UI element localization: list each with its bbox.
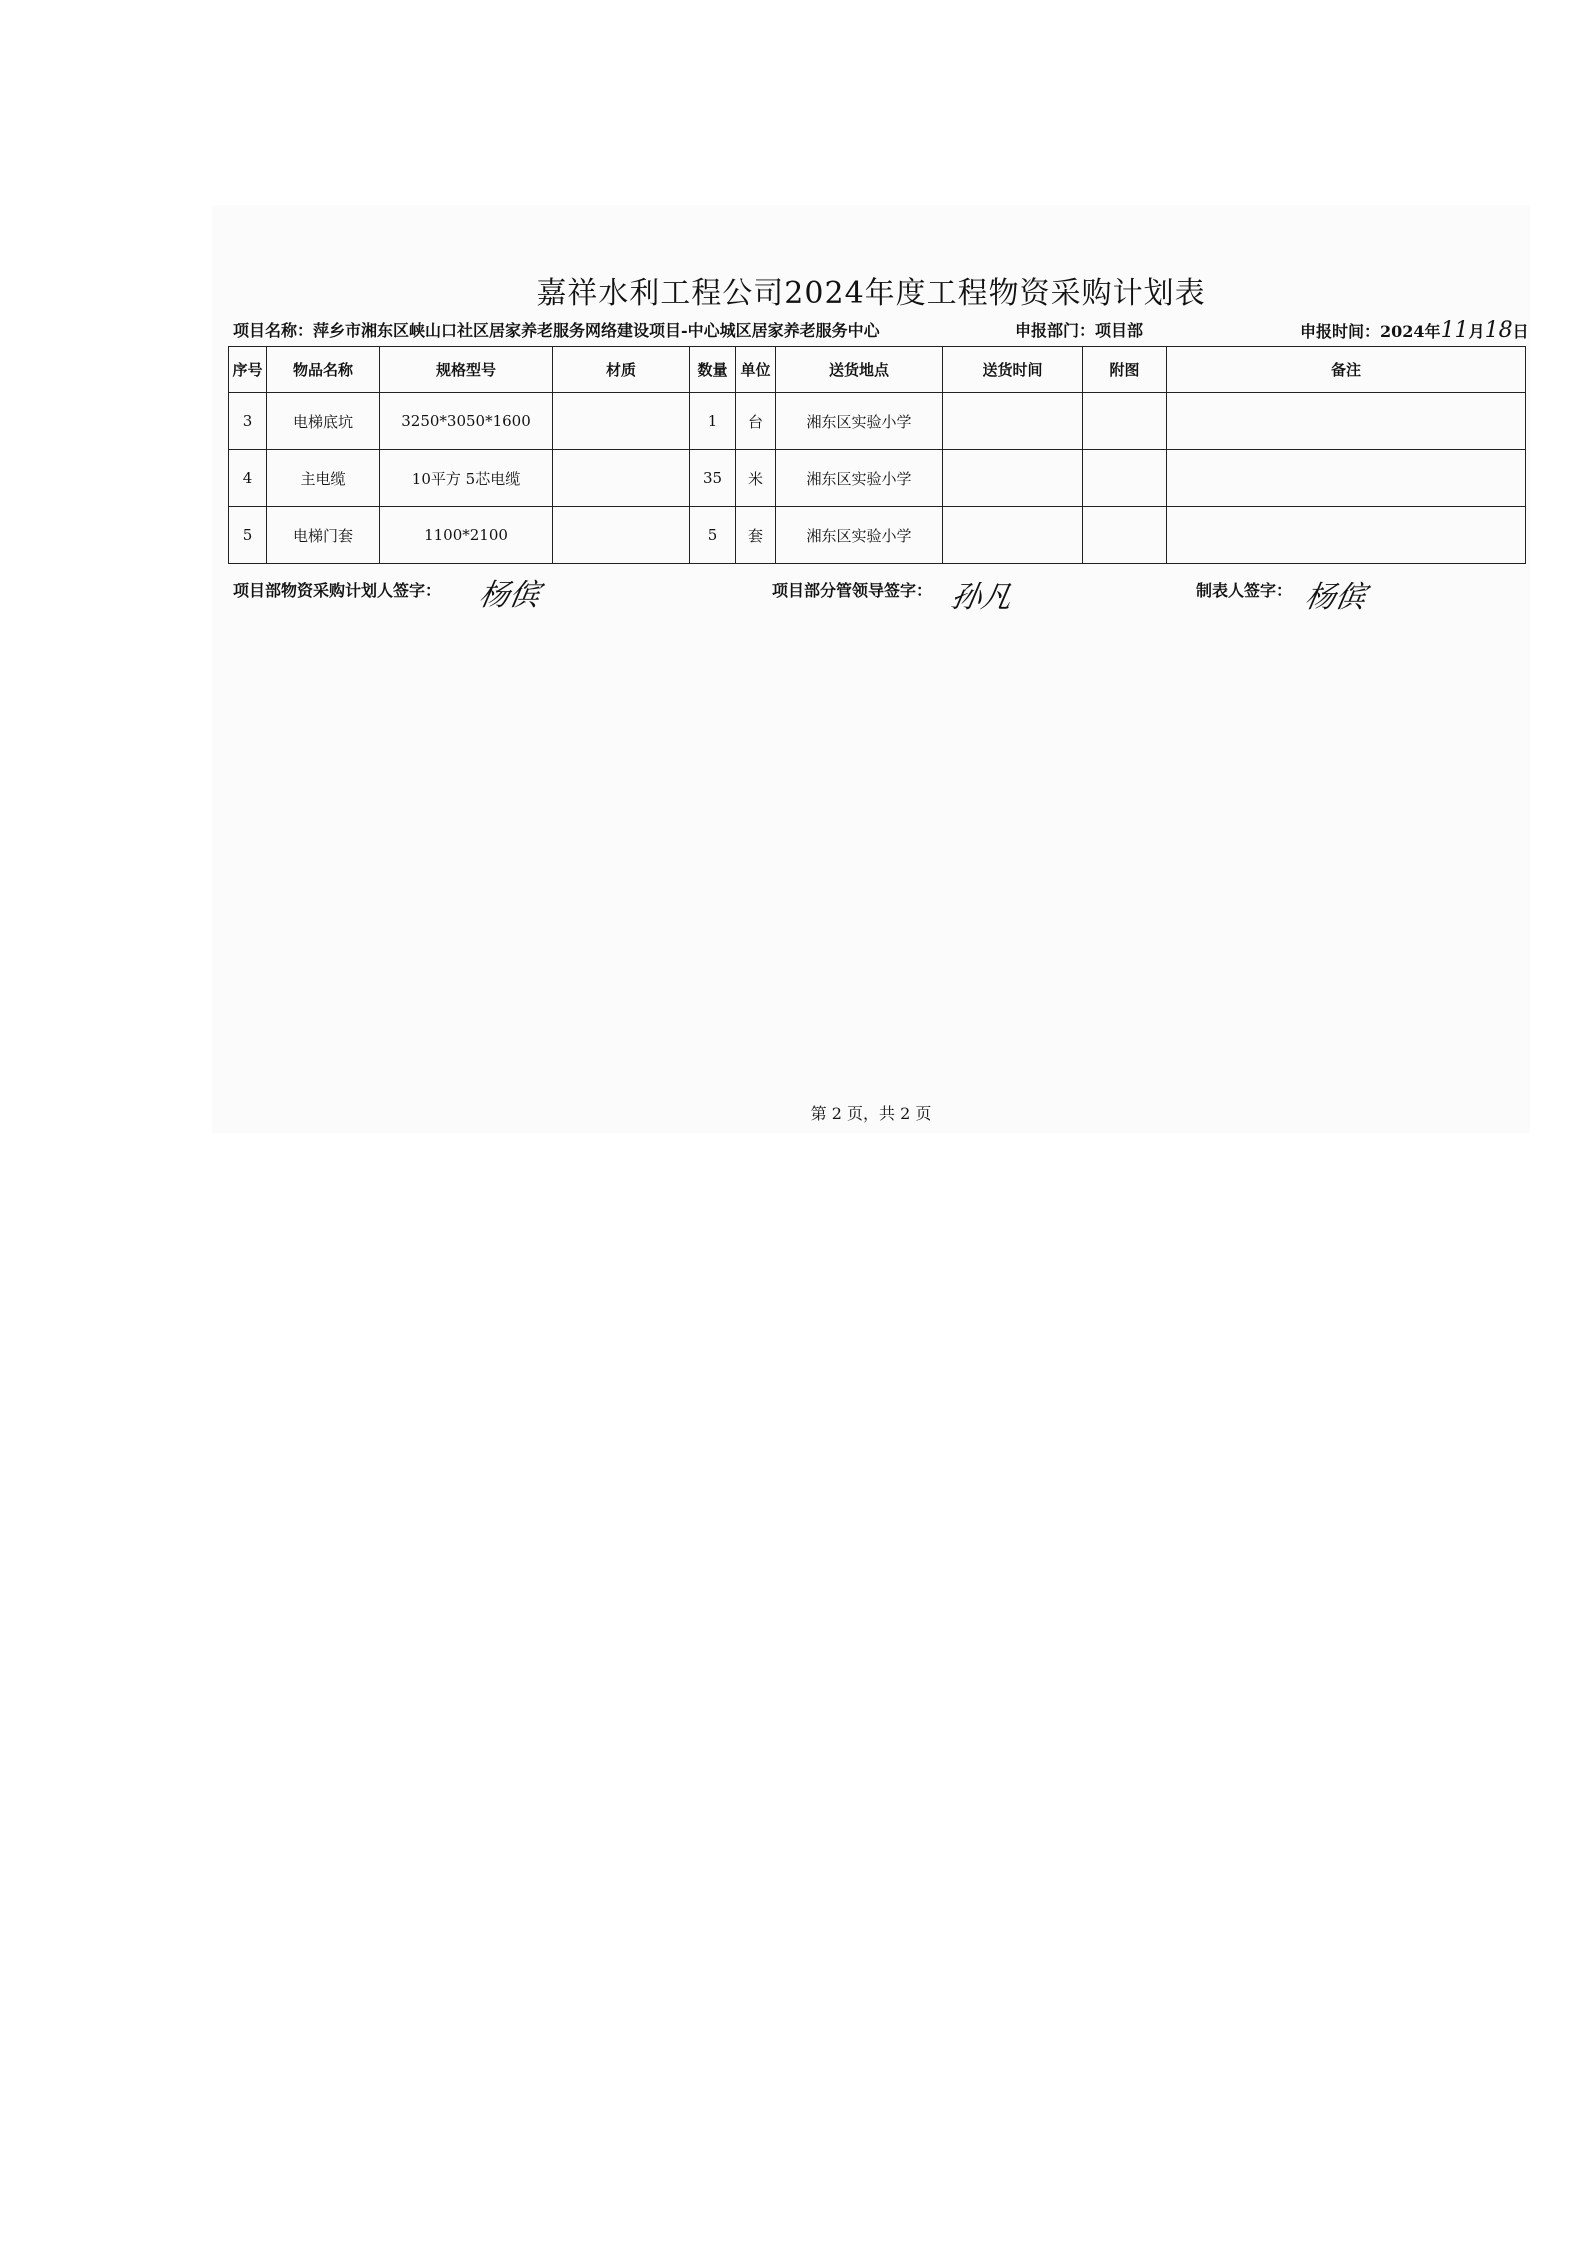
table-cell: 3250*3050*1600 <box>380 393 553 450</box>
header-cell: 单位 <box>736 347 776 393</box>
table-cell: 10平方 5芯电缆 <box>380 450 553 507</box>
table-row <box>229 507 1526 564</box>
table-cell <box>943 450 1083 507</box>
table-cell <box>1083 393 1167 450</box>
table-cell: 湘东区实验小学 <box>776 450 943 507</box>
table-cell <box>1167 393 1526 450</box>
header-cell: 序号 <box>229 347 267 393</box>
table-row <box>229 393 1526 450</box>
dept-line <box>1015 318 1143 341</box>
table-cell <box>1167 507 1526 564</box>
table-cell: 1 <box>690 393 736 450</box>
maker-signature-label: 制表人签字： <box>1196 581 1293 600</box>
table-cell <box>553 450 690 507</box>
header-cell: 附图 <box>1083 347 1167 393</box>
table-cell: 5 <box>690 507 736 564</box>
planner-signature: 杨傧 <box>476 578 543 613</box>
header-cell: 数量 <box>690 347 736 393</box>
table-cell <box>1083 450 1167 507</box>
table-cell <box>1167 450 1526 507</box>
table-cell <box>1083 507 1167 564</box>
table-cell <box>553 507 690 564</box>
date-label: 申报时间： <box>1300 322 1381 341</box>
table-cell: 湘东区实验小学 <box>776 507 943 564</box>
table-cell <box>943 393 1083 450</box>
project-name-line <box>233 318 880 341</box>
header-cell: 送货地点 <box>776 347 943 393</box>
table-cell <box>943 507 1083 564</box>
procurement-table <box>228 346 1526 564</box>
header-cell: 物品名称 <box>267 347 380 393</box>
dept-value: 项目部 <box>1095 321 1144 340</box>
date-suffix: 日 <box>1512 322 1529 341</box>
header-cell: 备注 <box>1167 347 1526 393</box>
scanned-page-area <box>212 205 1530 1133</box>
leader-signature: 孙凡 <box>948 580 1015 615</box>
header-cell: 材质 <box>553 347 690 393</box>
page-footer: 第 2 页，共 2 页 <box>810 1104 932 1123</box>
date-mid: 月 <box>1468 322 1485 341</box>
document-title: 嘉祥水利工程公司2024年度工程物资采购计划表 <box>536 276 1206 311</box>
table-cell: 电梯底坑 <box>267 393 380 450</box>
table-cell: 湘东区实验小学 <box>776 393 943 450</box>
maker-signature: 杨傧 <box>1302 580 1369 615</box>
table-header-row <box>229 347 1526 393</box>
date-day-handwritten: 18 <box>1484 318 1513 343</box>
table-cell: 4 <box>229 450 267 507</box>
table-cell: 35 <box>690 450 736 507</box>
table-cell: 电梯门套 <box>267 507 380 564</box>
dept-label: 申报部门： <box>1015 321 1096 340</box>
table-cell: 1100*2100 <box>380 507 553 564</box>
table-row <box>229 450 1526 507</box>
date-line <box>1300 318 1529 343</box>
table-cell: 套 <box>736 507 776 564</box>
table-cell <box>553 393 690 450</box>
project-label: 项目名称： <box>233 321 314 340</box>
date-prefix: 2024年 <box>1380 322 1441 341</box>
table-cell: 主电缆 <box>267 450 380 507</box>
table-cell: 3 <box>229 393 267 450</box>
header-cell: 送货时间 <box>943 347 1083 393</box>
table-cell: 5 <box>229 507 267 564</box>
table-cell: 台 <box>736 393 776 450</box>
header-cell: 规格型号 <box>380 347 553 393</box>
project-name: 萍乡市湘东区峡山口社区居家养老服务网络建设项目-中心城区居家养老服务中心 <box>313 321 880 340</box>
planner-signature-label: 项目部物资采购计划人签字： <box>233 581 442 600</box>
date-month-handwritten: 11 <box>1440 318 1469 343</box>
leader-signature-label: 项目部分管领导签字： <box>772 581 933 600</box>
table-cell: 米 <box>736 450 776 507</box>
